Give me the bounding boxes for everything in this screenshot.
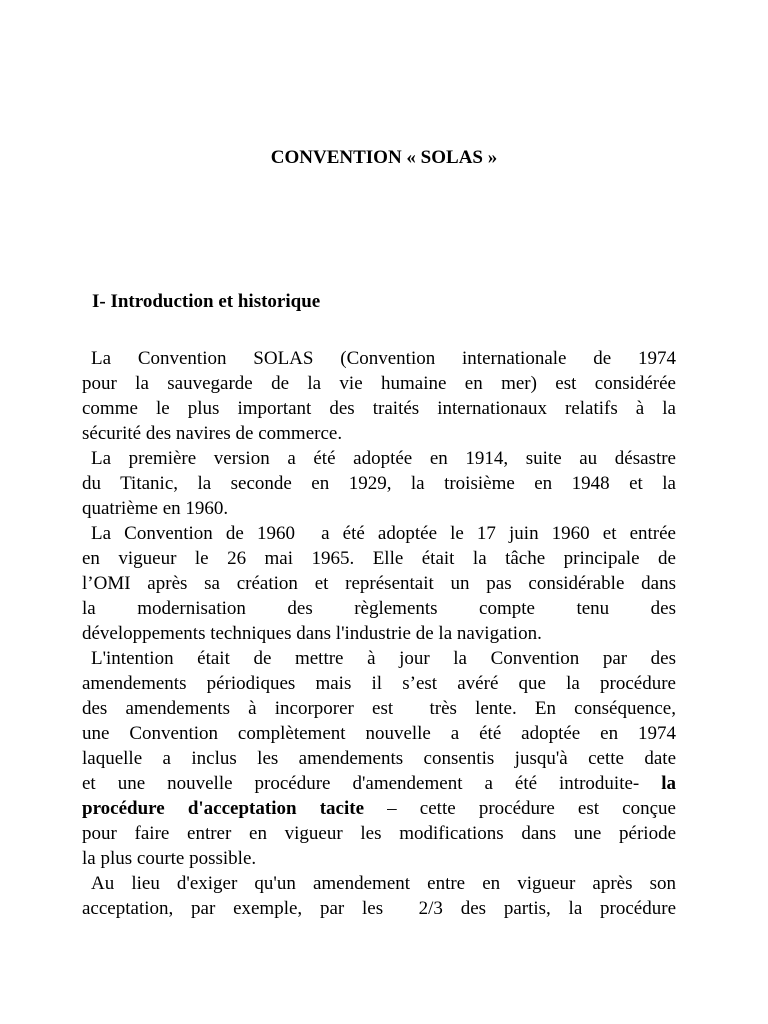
body-paragraphs — [82, 346, 676, 921]
text-segment: du Titanic, la seconde en 1929, la troisième en 1948 et la — [82, 473, 676, 494]
text-line — [82, 871, 676, 896]
text-line — [82, 596, 676, 621]
text-segment: amendements périodiques mais il s’est avéré que la procédure — [82, 673, 676, 694]
text-line — [82, 421, 676, 446]
text-segment: pour faire entrer en vigueur les modifications dans une période — [82, 823, 676, 844]
text-line — [82, 346, 676, 371]
text-segment: sécurité des navires de commerce. — [82, 423, 343, 444]
text-line — [82, 771, 676, 796]
text-segment: des amendements à incorporer est très lente. En conséquence, — [82, 698, 676, 719]
section-heading: I- Introduction et historique — [92, 291, 321, 312]
text-segment: Au lieu d'exiger qu'un amendement entre en vigueur après son — [91, 873, 676, 894]
text-line — [82, 746, 676, 771]
text-line — [82, 896, 676, 921]
text-segment: L'intention était de mettre à jour la Convention par des — [91, 648, 676, 669]
text-segment: comme le plus important des traités internationaux relatifs à la — [82, 398, 676, 419]
text-line — [82, 546, 676, 571]
text-segment: La première version a été adoptée en 1914, suite au désastre — [91, 448, 676, 469]
text-line — [82, 471, 676, 496]
text-line — [82, 671, 676, 696]
text-segment: et une nouvelle procédure d'amendement a été introduite- — [82, 773, 662, 794]
text-segment: acceptation, par exemple, par les 2/3 des partis, la procédure — [82, 898, 676, 919]
text-line — [82, 646, 676, 671]
text-segment: pour la sauvegarde de la vie humaine en mer) est considérée — [82, 373, 676, 394]
text-line — [82, 721, 676, 746]
text-line — [82, 796, 676, 821]
text-segment: laquelle a inclus les amendements consentis jusqu'à cette date — [82, 748, 676, 769]
text-segment: en vigueur le 26 mai 1965. Elle était la tâche principale de — [82, 548, 676, 569]
text-line — [82, 571, 676, 596]
text-segment: la modernisation des règlements compte tenu des — [82, 598, 676, 619]
text-line — [82, 521, 676, 546]
text-line — [82, 621, 676, 646]
text-segment: La Convention de 1960 a été adoptée le 17 juin 1960 et entrée — [91, 523, 676, 544]
text-segment: La Convention SOLAS (Convention internationale de 1974 — [91, 348, 676, 369]
bold-term: procédure d'acceptation tacite — [82, 798, 364, 819]
text-line — [82, 496, 676, 521]
text-line — [82, 396, 676, 421]
text-line — [82, 371, 676, 396]
text-line — [82, 846, 676, 871]
bold-term: la — [661, 773, 676, 794]
document-title: CONVENTION « SOLAS » — [270, 147, 498, 168]
text-segment: la plus courte possible. — [82, 848, 257, 869]
text-segment: une Convention complètement nouvelle a été adoptée en 1974 — [82, 723, 676, 744]
text-line — [82, 446, 676, 471]
text-segment: quatrième en 1960. — [82, 498, 229, 519]
text-segment: développements techniques dans l'industrie de la navigation. — [82, 623, 542, 644]
text-line — [82, 821, 676, 846]
text-segment: – cette procédure est conçue — [364, 798, 676, 819]
text-line — [82, 696, 676, 721]
text-segment: l’OMI après sa création et représentait un pas considérable dans — [82, 573, 676, 594]
